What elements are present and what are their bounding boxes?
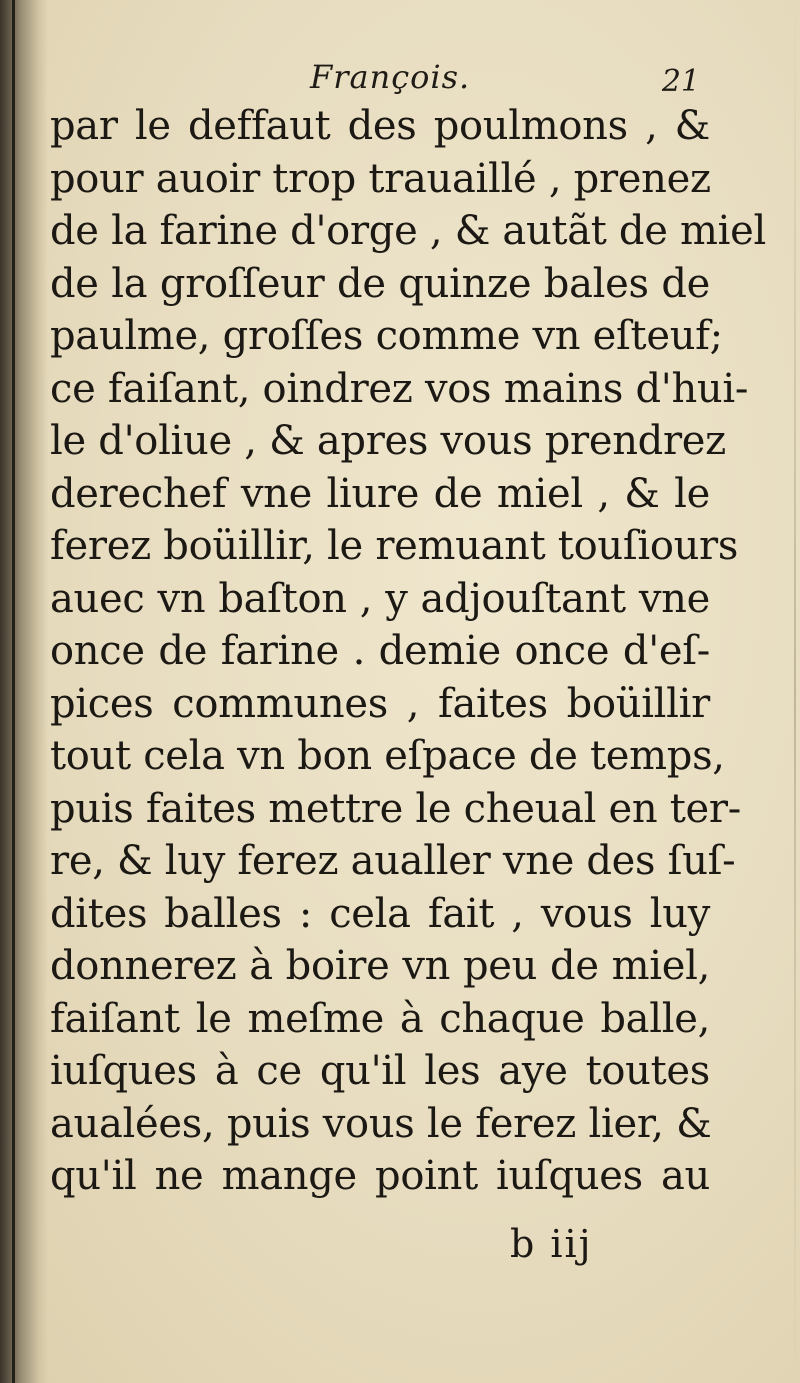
running-head: François. — [310, 58, 471, 96]
text-line: paulme, groſſes comme vn eſteuf; — [50, 313, 723, 359]
text-line: pour auoir trop trauaillé , prenez — [50, 155, 711, 202]
text-line: once de farine . demie once d'eſ- — [50, 628, 710, 674]
signature-mark: b iij — [510, 1222, 593, 1266]
text-line: ferez boüillir, le remuant touſiours — [50, 523, 739, 569]
body-text — [50, 100, 767, 1203]
page-edge — [12, 0, 15, 1383]
text-line: de la groſſeur de quinze bales de — [50, 260, 710, 307]
text-line: dites balles : cela fait , vous luy — [50, 890, 710, 937]
text-line: le d'oliue , & apres vous prendrez — [50, 418, 726, 464]
text-line: donnerez à boire vn peu de miel, — [50, 943, 710, 989]
right-edge — [794, 0, 796, 1383]
text-line: re, & luy ferez aualler vne des ſuſ- — [50, 838, 736, 884]
text-line: faiſant le meſme à chaque balle, — [50, 995, 710, 1042]
text-line: tout cela vn bon eſpace de temps, — [50, 733, 725, 779]
text-line: aualées, puis vous le ferez lier, & — [50, 1100, 712, 1147]
text-line: de la farine d'orge , & autãt de miel — [50, 208, 767, 254]
page-number: 21 — [661, 64, 700, 99]
text-line: ce faiſant, oindrez vos mains d'hui- — [50, 365, 749, 412]
text-line: par le deffaut des poulmons , & — [50, 103, 710, 149]
text-line: pices communes , faites boüillir — [50, 680, 710, 727]
text-line: derechef vne liure de miel , & le — [50, 470, 710, 517]
text-line: puis faites mettre le cheual en ter- — [50, 785, 741, 832]
text-line: qu'il ne mange point iuſques au — [50, 1153, 710, 1199]
spine-shadow — [0, 0, 48, 1383]
text-line: auec vn baſton , y adjouſtant vne — [50, 575, 710, 622]
text-line: iuſques à ce qu'il les aye toutes — [50, 1048, 710, 1094]
